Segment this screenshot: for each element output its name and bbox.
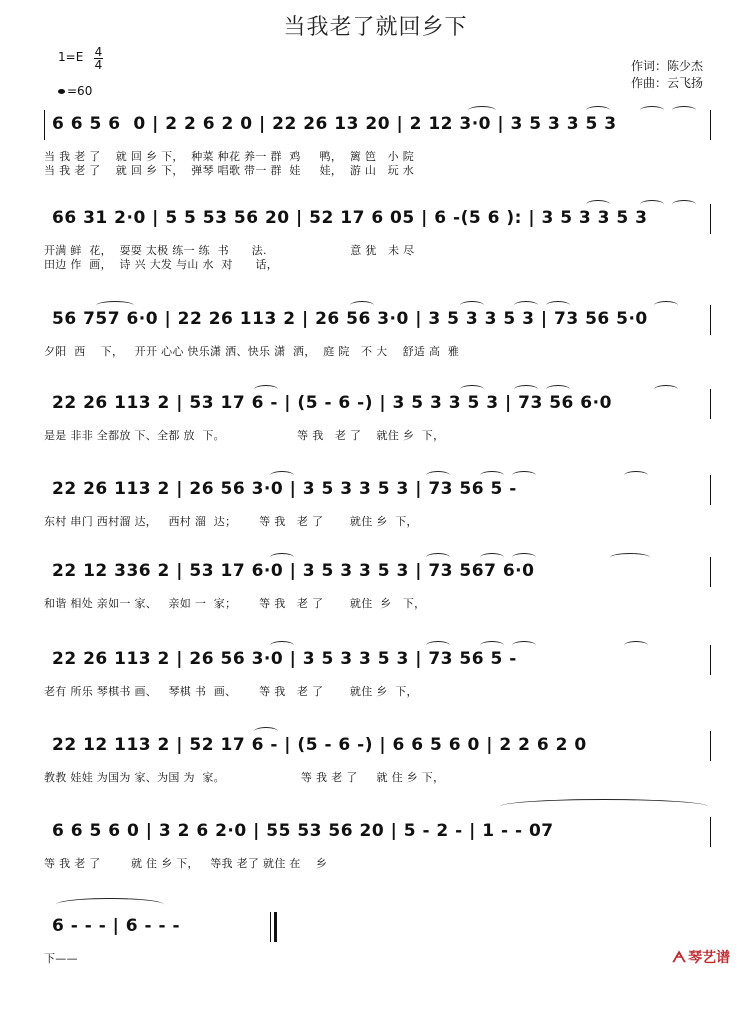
staff-system-1 [44,114,712,178]
notes-text: 6 6 5 6 0 | 2 2 6 2 0 | 22 26 13 20 | 2 12 3·0 | 3 5 3 3 5 3 [52,114,617,134]
notation-line [44,649,712,673]
watermark-text: 琴艺谱 [688,950,731,966]
lyric-line-2: 当 我 老 了 就 回 乡 下， 弹琴 唱歌 带一 群 娃 娃， 游 山 玩 水 [44,164,414,177]
lyric-line-1: 当 我 老 了 就 回 乡 下， 种菜 种花 养一 群 鸡 鸭， 篱 笆 小 院 [44,150,414,163]
notation-line [44,479,712,503]
staff-system-9 [44,821,712,871]
notes-text: 66 31 2·0 | 5 5 53 56 20 | 52 17 6 05 | 6 -(5 6 ): | 3 5 3 3 5 3 [52,208,648,228]
lyric-line-1: 下—— [44,952,78,965]
lyric-line-1: 老有 所乐 琴棋书 画、 琴棋 书 画、 等 我 老 了 就住 乡 下， [44,685,418,698]
notes-text: 6 - - - | 6 - - - [52,916,181,936]
staff-system-10 [44,916,712,966]
notation-line [44,208,712,232]
tempo-value: =60 [67,84,93,98]
staff-system-5 [44,479,712,529]
time-signature [94,46,103,71]
notation-line [44,916,712,940]
lyric-line-1: 开满 鲜 花， 耍耍 太极 练一 练 书 法. 意 犹 未 尽 [44,244,415,257]
staff-system-8 [44,735,712,785]
notation-line [44,821,712,845]
tempo-marking [58,84,92,98]
staff-system-6 [44,561,712,611]
logo-mark-icon: ᗅ [672,948,687,966]
time-signature-bottom: 4 [94,58,103,72]
notes-text: 6 6 5 6 0 | 3 2 6 2·0 | 55 53 56 20 | 5 - 2 - | 1 - - 07 [52,821,554,841]
composer: 作曲：云飞扬 [631,76,704,90]
staff-system-2 [44,208,712,272]
staff-system-3 [44,309,712,359]
lyric-line-1: 教教 娃娃 为国为 家、为国 为 家。 等 我 老 了 就 住 乡 下， [44,771,445,784]
lyric-line-1: 夕阳 西 下， 开开 心心 快乐潇 洒、快乐 潇 洒， 庭 院 不 大 舒适 高 雅 [44,345,460,358]
time-signature-top: 4 [94,45,103,59]
notes-text: 22 12 113 2 | 52 17 6 - | (5 - 6 -) | 6 6 5 6 0 | 2 2 6 2 0 [52,735,587,755]
watermark-logo [672,947,730,967]
lyric-line-1: 东村 串门 西村溜 达， 西村 溜 达； 等 我 老 了 就住 乡 下， [44,515,418,528]
notes-text: 56 757 6·0 | 22 26 113 2 | 26 56 3·0 | 3 5 3 3 5 3 | 73 56 5·0 [52,309,648,329]
key-tempo-block [58,45,103,98]
notes-text: 22 26 113 2 | 26 56 3·0 | 3 5 3 3 5 3 | 73 56 5 - [52,649,517,669]
notation-line [44,114,712,138]
notes-text: 22 12 336 2 | 53 17 6·0 | 3 5 3 3 5 3 | 73 567 6·0 [52,561,535,581]
staff-system-7 [44,649,712,699]
notation-line [44,309,712,333]
key-signature: 1=E [58,50,84,64]
lyric-line-1: 等 我 老 了 就 住 乡 下， 等我 老了 就住 在 乡 [44,857,328,870]
credits [631,58,703,92]
notation-line [44,561,712,585]
notes-text: 22 26 113 2 | 26 56 3·0 | 3 5 3 3 5 3 | 73 56 5 - [52,479,517,499]
notation-line [44,735,712,759]
page-title: 当我老了就回乡下 [283,15,468,40]
lyric-line-2: 田边 作 画， 诗 兴 大发 与山 水 对 话， [44,258,279,271]
notation-line [44,393,712,417]
staff-system-4 [44,393,712,443]
lyric-line-1: 和谐 相处 亲如一 家、 亲如 一 家； 等 我 老 了 就住 乡 下， [44,597,426,610]
lyric-line-1: 是是 非非 全都放 下、全都 放 下。 等 我 老 了 就住 乡 下， [44,429,445,442]
quarter-note-icon [58,89,65,94]
lyricist: 作词：陈少杰 [631,59,704,73]
notes-text: 22 26 113 2 | 53 17 6 - | (5 - 6 -) | 3 5 3 3 5 3 | 73 56 6·0 [52,393,612,413]
